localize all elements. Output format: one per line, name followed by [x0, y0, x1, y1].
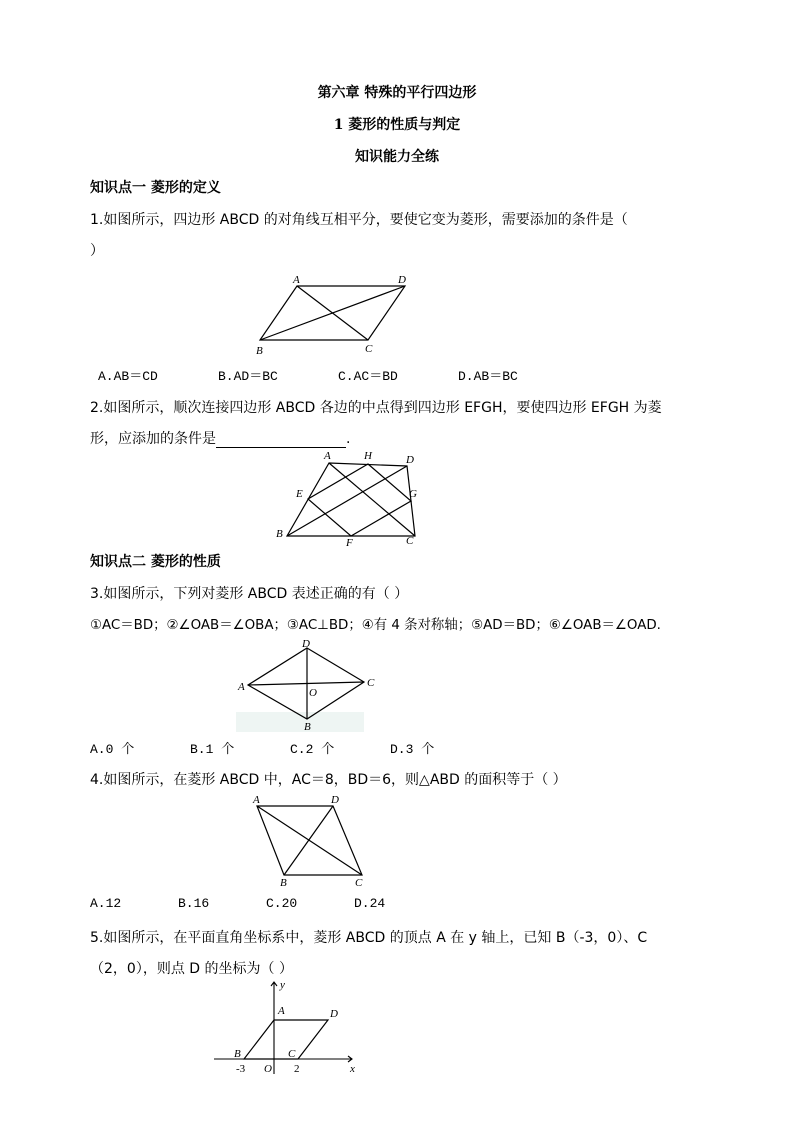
q3-option-a[interactable]: A.0 个 [90, 742, 135, 757]
label-d: D [302, 638, 310, 650]
label-b: B [256, 345, 263, 357]
label-d: D [331, 794, 339, 806]
q1-option-b[interactable]: B.AD＝BC [218, 369, 278, 384]
page-subtitle: 知识能力全练 [355, 149, 439, 165]
label-a: A [324, 450, 331, 462]
label-b: B [234, 1048, 241, 1060]
label-a: A [293, 274, 300, 286]
question-2-text-cont: 形，应添加的条件是 . [90, 431, 351, 447]
q4-option-c[interactable]: C.20 [266, 896, 298, 911]
figure-q1-parallelogram [250, 272, 420, 362]
label-a: A [238, 681, 245, 693]
label-b: B [276, 528, 283, 540]
question-4-text: 4.如图所示，在菱形 ABCD 中，AC＝8，BD＝6，则△ABD 的面积等于（ ） [90, 772, 567, 788]
section-heading-definition: 知识点一 菱形的定义 [90, 180, 221, 196]
figure-q4-rhombus [247, 793, 377, 889]
label-b: B [304, 721, 311, 733]
label-e: E [296, 488, 303, 500]
label-a: A [278, 1005, 285, 1017]
answer-blank[interactable] [216, 434, 346, 448]
q3-option-c[interactable]: C.2 个 [290, 742, 335, 757]
question-1-text-cont: ） [90, 243, 104, 259]
q4-option-d[interactable]: D.24 [354, 896, 386, 911]
q1-option-d[interactable]: D.AB＝BC [458, 369, 518, 384]
label-d: D [330, 1008, 338, 1020]
label-h: H [364, 450, 372, 462]
label-g: G [409, 488, 417, 500]
q4-option-a[interactable]: A.12 [90, 896, 122, 911]
chapter-title: 第六章 特殊的平行四边形 [317, 85, 477, 101]
question-2-text: 2.如图所示，顺次连接四边形 ABCD 各边的中点得到四边形 EFGH，要使四边形 EFGH 为菱 [90, 400, 662, 416]
label-d: D [398, 274, 406, 286]
tick-label-neg3: -3 [236, 1063, 246, 1075]
question-5-text-cont: （2，0），则点 D 的坐标为（ ） [90, 961, 293, 977]
figure-q3-rhombus [232, 634, 382, 734]
lesson-title: 1 菱形的性质与判定 [333, 117, 461, 133]
tick-label-2: 2 [294, 1063, 300, 1075]
label-x: x [350, 1063, 355, 1075]
q1-option-c[interactable]: C.AC＝BD [338, 369, 398, 384]
label-y: y [280, 979, 285, 991]
section-heading-properties: 知识点二 菱形的性质 [90, 554, 221, 570]
question-1-text: 1.如图所示，四边形 ABCD 的对角线互相平分，要使它变为菱形，需要添加的条件是（ [90, 212, 628, 228]
label-c: C [367, 677, 375, 689]
label-a: A [253, 794, 260, 806]
q3-option-b[interactable]: B.1 个 [190, 742, 235, 757]
figure-q5-coordinate-rhombus [210, 976, 365, 1076]
question-3-text: 3.如图所示，下列对菱形 ABCD 表述正确的有（ ） [90, 586, 409, 602]
q3-option-d[interactable]: D.3 个 [390, 742, 435, 757]
question-3-statements: ①AC＝BD；②∠OAB＝∠OBA；③AC⊥BD；④有 4 条对称轴；⑤AD＝BD；⑥∠OAB＝∠OAD. [90, 618, 661, 633]
label-b: B [280, 877, 287, 889]
label-d: D [406, 454, 414, 466]
label-c: C [406, 535, 414, 547]
label-c: C [365, 343, 373, 355]
q1-option-a[interactable]: A.AB＝CD [98, 369, 158, 384]
figure-q2-quadrilateral [272, 447, 432, 547]
label-c: C [355, 877, 363, 889]
q4-option-b[interactable]: B.16 [178, 896, 210, 911]
question-5-text: 5.如图所示，在平面直角坐标系中，菱形 ABCD 的顶点 A 在 y 轴上，已知 B（-3，0）、C [90, 930, 648, 946]
label-origin: O [264, 1063, 272, 1075]
label-o: O [309, 687, 317, 699]
label-f: F [346, 537, 353, 547]
label-c: C [288, 1048, 296, 1060]
